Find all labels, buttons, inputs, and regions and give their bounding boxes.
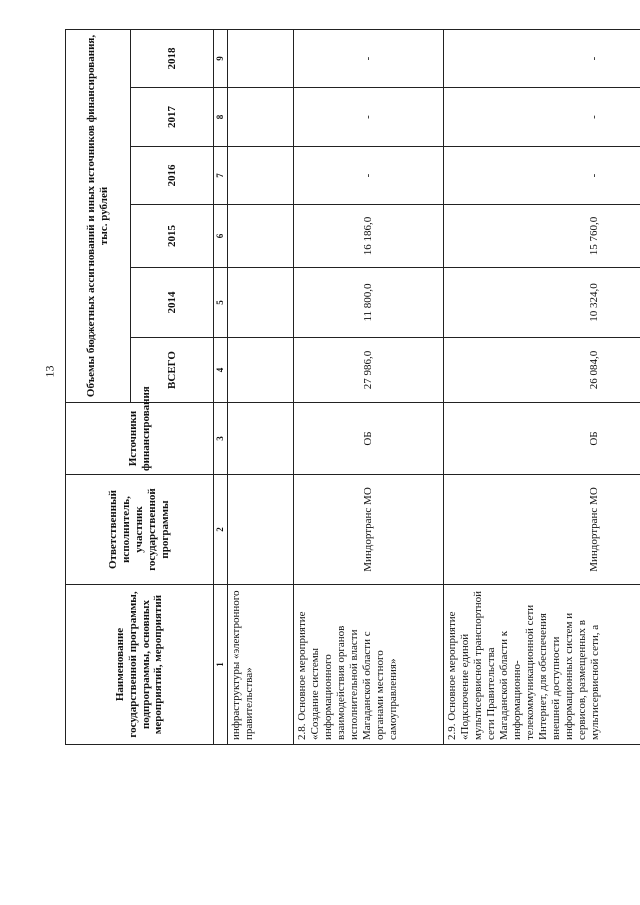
header-year-2016: 2016 — [131, 147, 214, 205]
row-value — [228, 29, 294, 87]
table-row — [444, 29, 640, 744]
row-executor — [228, 475, 294, 585]
page-number: 13 — [42, 365, 57, 378]
column-number-row — [214, 29, 228, 744]
column-number: 6 — [214, 205, 228, 268]
row-value — [228, 268, 294, 338]
row-name: 2.8. Основное мероприятие «Создание системы информационного взаимодействия органов исполнительной власти Магаданской области с органами местного самоуправления» — [294, 585, 444, 745]
row-value — [228, 88, 294, 147]
header-year-2014: 2014 — [131, 268, 214, 338]
row-value: - — [294, 88, 444, 147]
row-source: ОБ — [444, 403, 640, 475]
row-name: 2.9. Основное мероприятие «Подключение единой мультисервисной транспортной сети Правительства Магаданской области к информационно-телекоммуникационной сети Интернет, для обеспечения внешней доступности информационных систем и сервисов, размещенных в мультисервисной сети, а — [444, 585, 640, 745]
column-number: 7 — [214, 147, 228, 205]
row-executor: Миндортранс МО — [444, 475, 640, 585]
row-value — [228, 147, 294, 205]
table-row — [294, 29, 444, 744]
row-name: инфраструктуры «электронного правительства» — [228, 585, 294, 745]
row-value: 15 760,0 — [444, 205, 640, 268]
header-volumes: Объемы бюджетных ассигнований и иных источников финансирования, тыс. рублей — [66, 29, 131, 402]
row-total: 27 986,0 — [294, 338, 444, 403]
row-value: 16 186,0 — [294, 205, 444, 268]
header-name: Наименование государственной программы, подпрограммы, основных мероприятий, мероприятий — [66, 585, 214, 745]
table-row — [228, 29, 294, 744]
column-number: 4 — [214, 338, 228, 403]
header-total: ВСЕГО — [131, 338, 214, 403]
column-number: 5 — [214, 268, 228, 338]
header-year-2017: 2017 — [131, 88, 214, 147]
row-value: 11 800,0 — [294, 268, 444, 338]
header-source: Источники финансирования — [66, 403, 214, 475]
column-number: 1 — [214, 585, 228, 745]
header-year-2018: 2018 — [131, 29, 214, 87]
row-executor: Миндортранс МО — [294, 475, 444, 585]
row-source: ОБ — [294, 403, 444, 475]
row-value: 10 324,0 — [444, 268, 640, 338]
row-source — [228, 403, 294, 475]
row-value — [228, 205, 294, 268]
row-value: - — [444, 147, 640, 205]
row-total: 26 084,0 — [444, 338, 640, 403]
rotated-table-container — [65, 30, 640, 745]
row-value: - — [294, 147, 444, 205]
row-value: - — [444, 88, 640, 147]
row-value: - — [444, 29, 640, 87]
header-executor: Ответственный исполнитель, участник государственной программы — [66, 475, 214, 585]
header-year-2015: 2015 — [131, 205, 214, 268]
column-number: 8 — [214, 88, 228, 147]
column-number: 3 — [214, 403, 228, 475]
row-value: - — [294, 29, 444, 87]
column-number: 9 — [214, 29, 228, 87]
row-total — [228, 338, 294, 403]
column-number: 2 — [214, 475, 228, 585]
budget-table — [65, 29, 640, 745]
